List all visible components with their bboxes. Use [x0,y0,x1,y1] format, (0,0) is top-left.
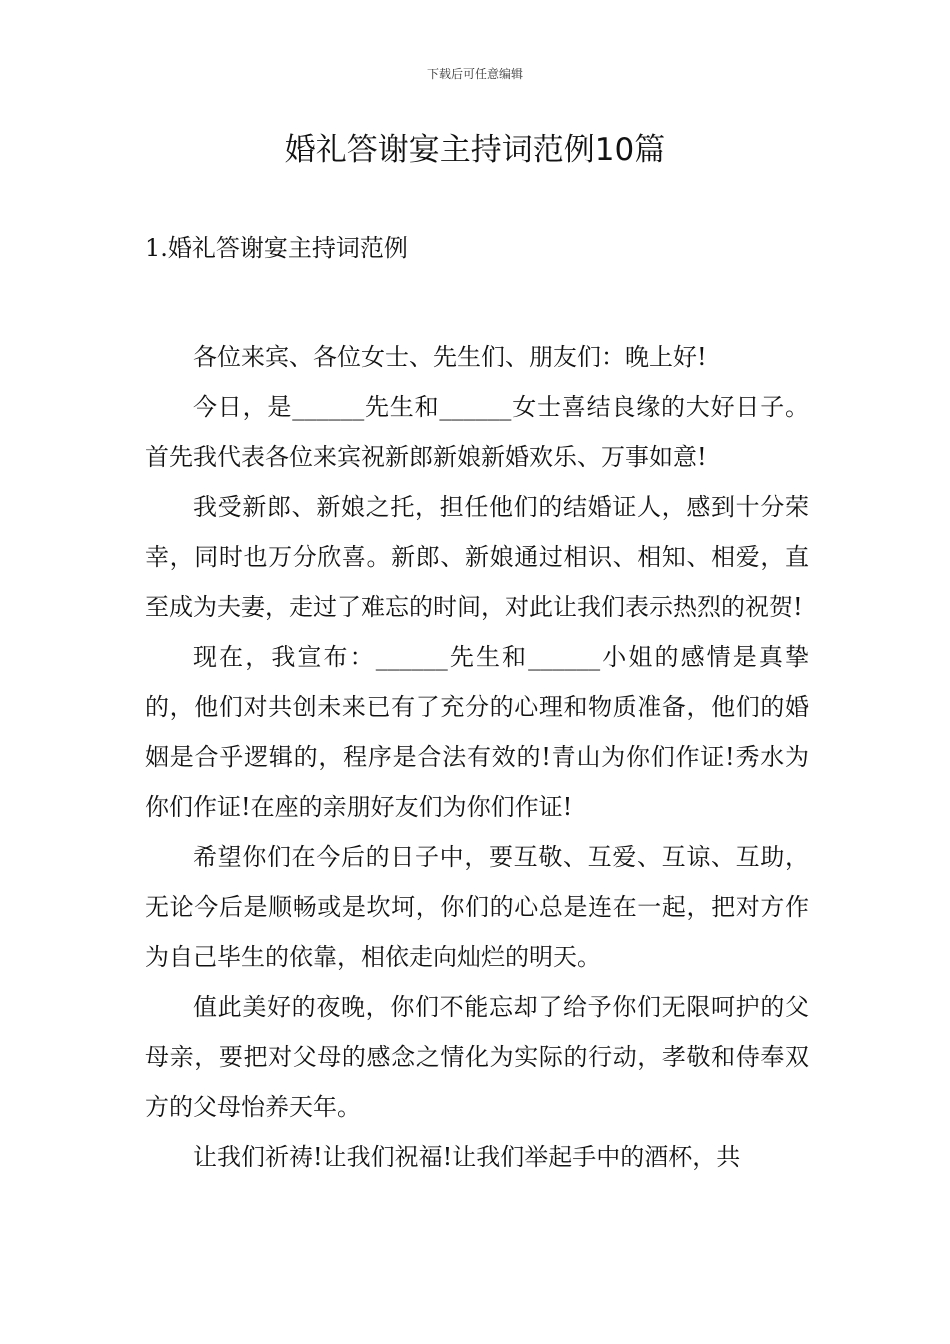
paragraph-opening: 今日，是______先生和______女士喜结良缘的大好日子。首先我代表各位来宾祝新郎新娘新婚欢乐、万事如意! [145,393,809,471]
paragraph-parents: 值此美好的夜晚，你们不能忘却了给予你们无限呵护的父母亲，要把对父母的感念之情化为实际的行动，孝敬和侍奉双方的父母怡养天年。 [145,993,809,1121]
paragraph-wishes: 希望你们在今后的日子中，要互敬、互爱、互谅、互助，无论今后是顺畅或是坎坷，你们的心总是连在一起，把对方作为自己毕生的依靠，相依走向灿烂的明天。 [145,843,809,971]
body-text [145,332,809,1182]
document-title: 婚礼答谢宴主持词范例10篇 [284,132,666,168]
paragraph-toast: 让我们祈祷!让我们祝福!让我们举起手中的酒杯，共 [193,1143,741,1171]
header-note: 下载后可任意编辑 [426,67,523,81]
section-heading: 1.婚礼答谢宴主持词范例 [145,234,408,262]
paragraph-greeting: 各位来宾、各位女士、先生们、朋友们：晚上好! [193,343,707,371]
paragraph-witness: 我受新郎、新娘之托，担任他们的结婚证人，感到十分荣幸，同时也万分欣喜。新郎、新娘通过相识、相知、相爱，直至成为夫妻，走过了难忘的时间，对此让我们表示热烈的祝贺! [145,493,809,621]
paragraph-declaration: 现在，我宣布：______先生和______小姐的感情是真挚的，他们对共创未来已有了充分的心理和物质准备，他们的婚姻是合乎逻辑的，程序是合法有效的!青山为你们作证!秀水为你们作证!在座的亲朋好友们为你们作证! [145,643,809,821]
